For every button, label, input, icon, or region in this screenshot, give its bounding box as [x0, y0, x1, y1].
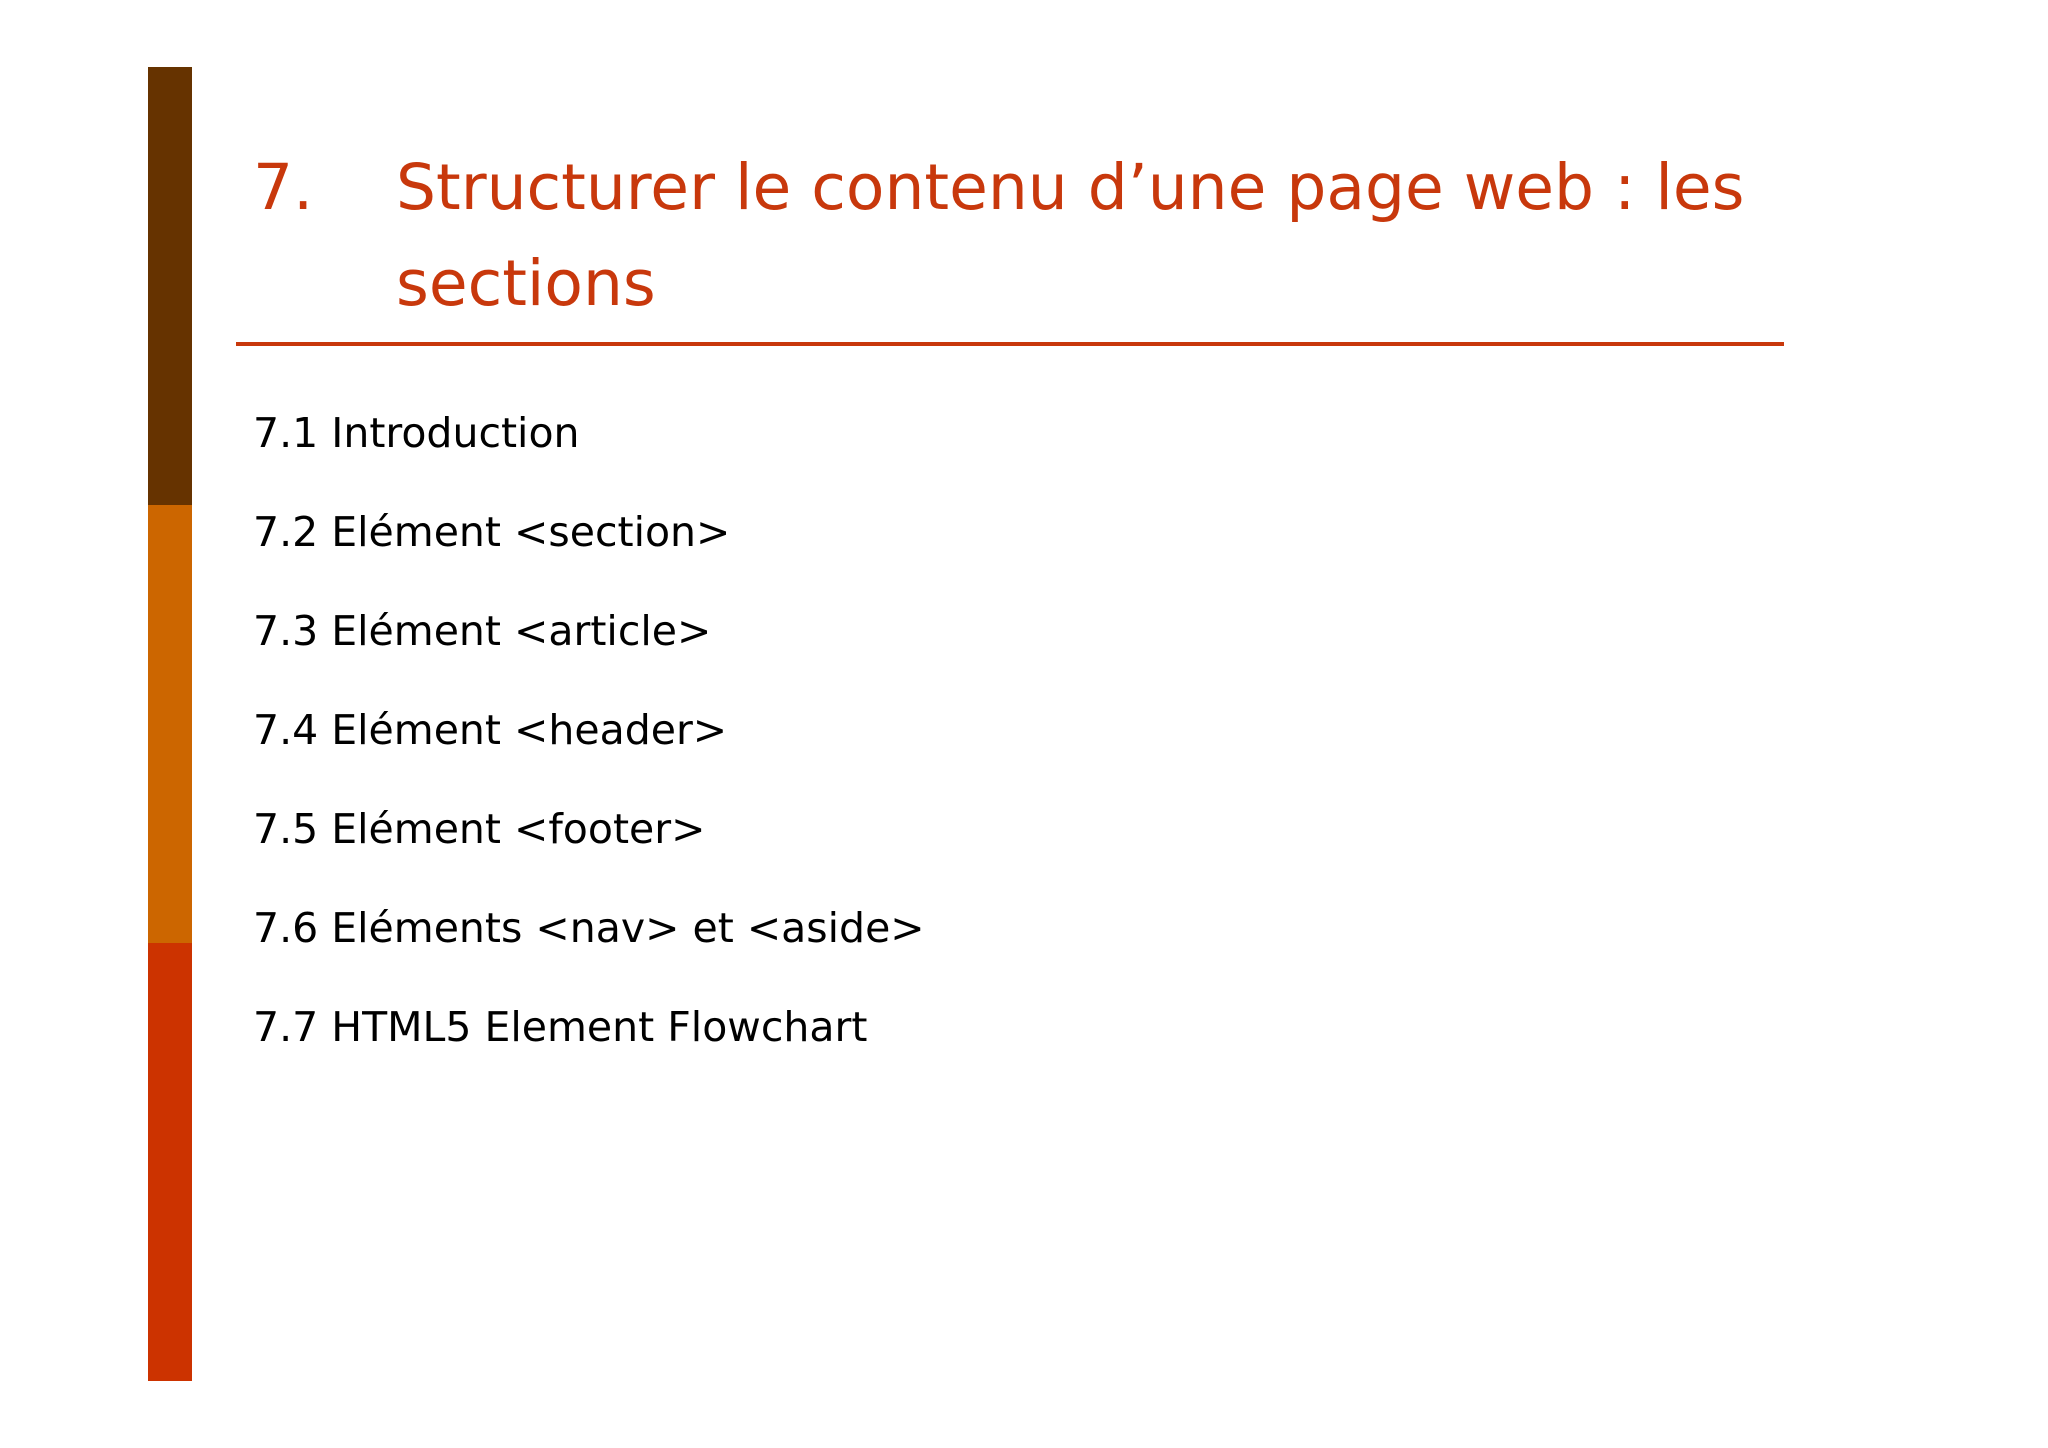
toc-item-header: 7.4 Elément <header> — [253, 706, 728, 754]
decorative-bar-orange — [148, 505, 192, 943]
toc-item-nav-aside: 7.6 Eléments <nav> et <aside> — [253, 904, 925, 952]
title-number: 7. — [253, 151, 314, 224]
title-text: Structurer le contenu d’une page web : les sections — [396, 151, 1745, 320]
toc-item-introduction: 7.1 Introduction — [253, 409, 580, 457]
table-of-contents — [253, 403, 925, 1096]
title-divider — [236, 342, 1784, 346]
toc-item-article: 7.3 Elément <article> — [253, 607, 712, 655]
toc-item-flowchart: 7.7 HTML5 Element Flowchart — [253, 1003, 868, 1051]
decorative-bar-red — [148, 943, 192, 1381]
toc-item-footer: 7.5 Elément <footer> — [253, 805, 706, 853]
toc-item-section: 7.2 Elément <section> — [253, 508, 731, 556]
decorative-bar-brown — [148, 67, 192, 505]
